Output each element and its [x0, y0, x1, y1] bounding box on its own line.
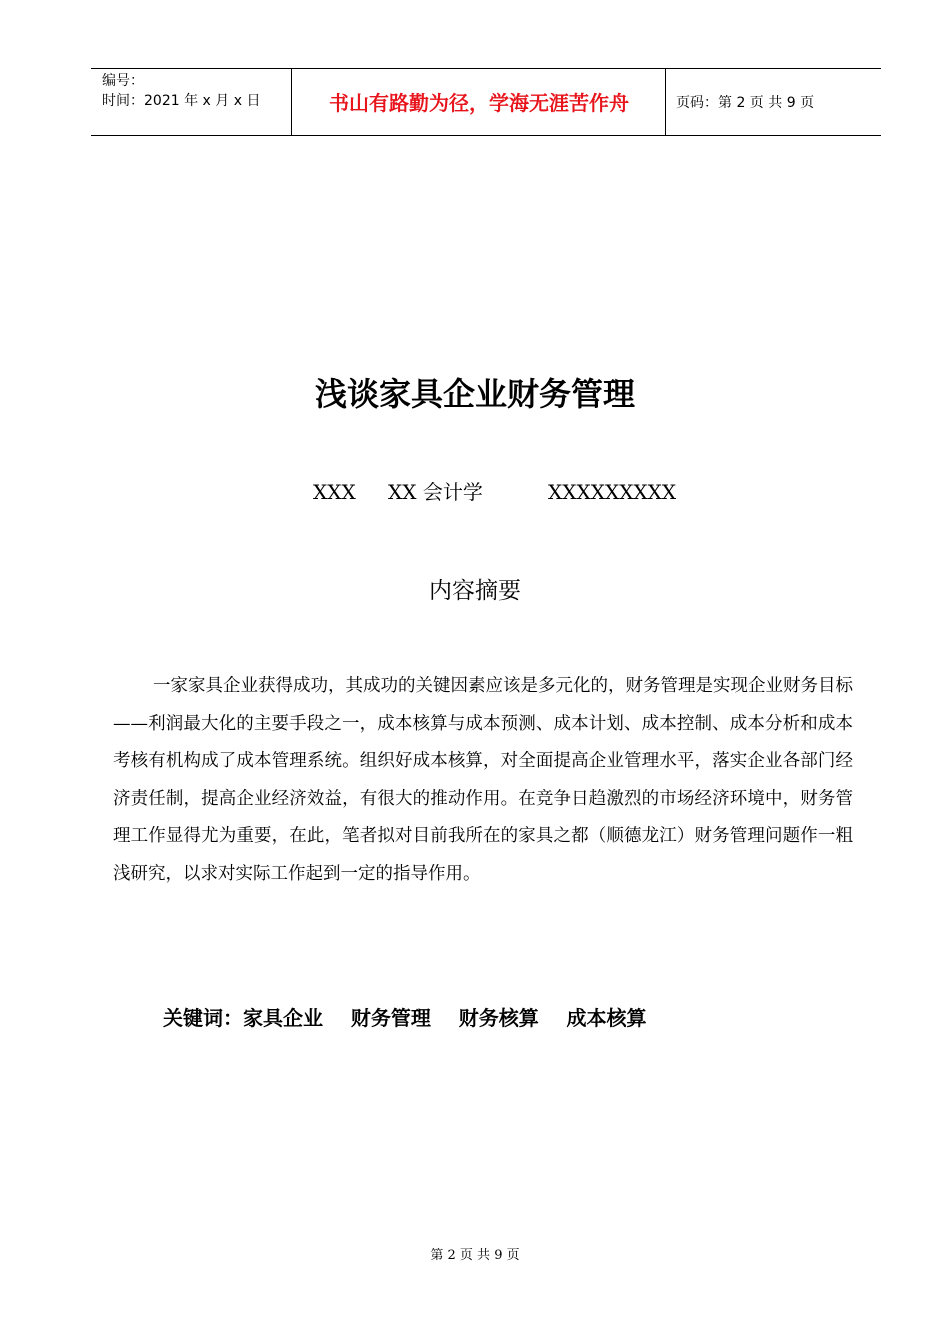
author-major: XX 会计学 — [388, 480, 483, 504]
page-footer: 第 2 页 共 9 页 — [430, 1248, 520, 1263]
document-title: 浅谈家具企业财务管理 — [314, 375, 635, 413]
header-right-cell — [666, 69, 881, 135]
header-left-cell — [91, 69, 292, 135]
header-motto-cell — [292, 69, 666, 135]
keywords-line: 关键词：家具企业 财务管理 财务核算 成本核算 — [163, 1006, 647, 1030]
abstract-heading: 内容摘要 — [429, 578, 521, 604]
student-id: XXXXXXXXX — [548, 480, 677, 504]
abstract-paragraph: 一家家具企业获得成功，其成功的关键因素应该是多元化的，财务管理是实现企业财务目标——利润最大化的主要手段之一，成本核算与成本预测、成本计划、成本控制、成本分析和成本考核有机构成了成本管理系统。组织好成本核算，对全面提高企业管理水平，落实企业各部门经济责任制，提高企业经济效益，有很大的推动作用。在竞争日趋激烈的市场经济环境中，财务管理工作显得尤为重要，在此，笔者拟对目前我所在的家具之都（顺德龙江）财务管理问题作一粗浅研究，以求对实际工作起到一定的指导作用。 — [113, 676, 853, 884]
motto-text: 书山有路勤为径，学海无涯苦作舟 — [329, 91, 629, 115]
page-label: 页码：第 2 页 共 9 页 — [676, 95, 815, 111]
page-header — [91, 68, 881, 136]
author-name: XXX — [313, 480, 356, 504]
time-label: 时间：2021 年 x 月 x 日 — [102, 93, 261, 109]
number-label: 编号： — [102, 73, 144, 89]
